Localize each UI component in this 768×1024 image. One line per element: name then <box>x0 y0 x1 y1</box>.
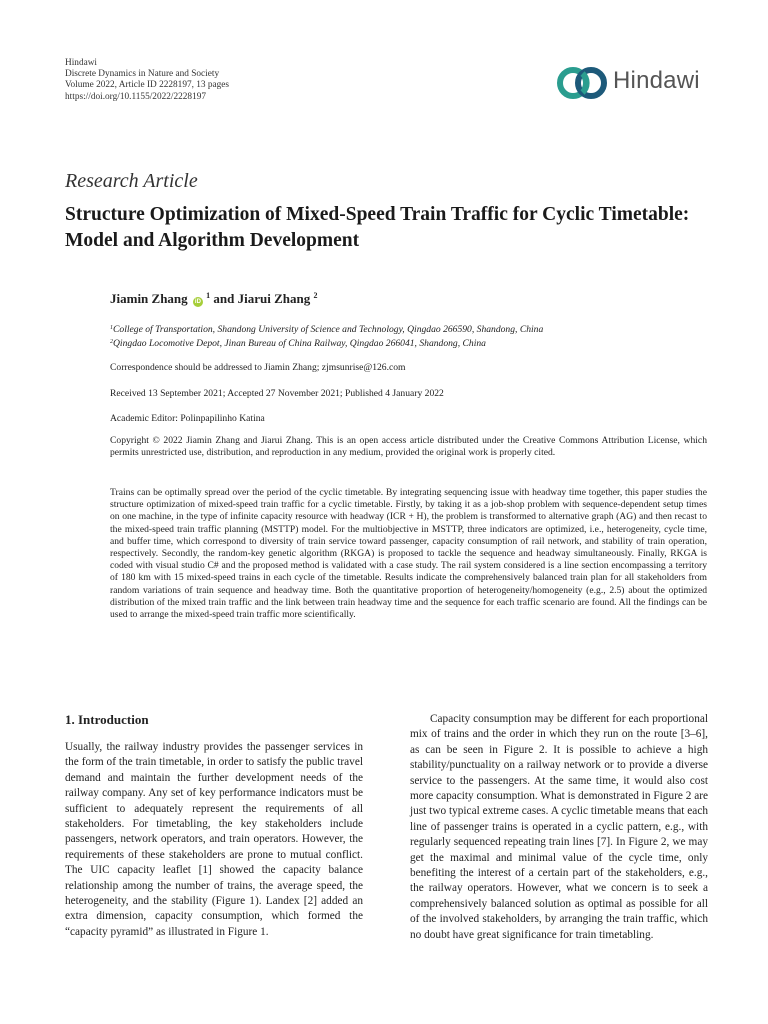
journal-name: Discrete Dynamics in Nature and Society <box>65 69 220 80</box>
affiliation-text: Qingdao Locomotive Depot, Jinan Bureau of China Railway, Qingdao 266041, Shandong, China <box>113 338 486 349</box>
author-affiliation-mark: 1 <box>206 291 211 300</box>
article-type: Research Article <box>65 170 198 192</box>
body-paragraph: Usually, the railway industry provides the passenger services in the form of the train timetable, in order to satisfy the public travel demand and maintain the further development needs of the railway company. Any set of key performance indicators must be sufficient to adequately represent the requirements of all stakeholders. For timetabling, the key stakeholders include passengers, network operators, and train operators. However, the requirements of these stakeholders are prone to mutual conflict. The UIC capacity leaflet [1] showed the capacity balance relationship among the number of trains, the average speed, the heterogeneity, and the stability (Figure 1). Landex [2] added an extra dimension, capacity consumption, which formed the “capacity pyramid” as illustrated in Figure 1. <box>65 741 363 938</box>
body-column-right <box>410 712 708 943</box>
affiliation-item <box>110 336 543 350</box>
hindawi-logo-text: Hindawi <box>613 67 700 94</box>
affiliations <box>110 322 543 350</box>
author-affiliation-mark: 2 <box>313 291 318 300</box>
correspondence: Correspondence should be addressed to Jiamin Zhang; zjmsunrise@126.com <box>110 362 406 373</box>
body-column-left <box>65 740 363 940</box>
academic-editor: Academic Editor: Polinpapilinho Katina <box>110 413 265 424</box>
body-paragraph: Capacity consumption may be different for each proportional mix of trains and the order in which they run on the route [3–6], as can be seen in Figure 2. It is possible to achieve a high stability/punctuality on a railway network or to provide a diverse service to the passengers. At the same time, it would also cost more capacity consumption. What is demonstrated in Figure 2 are just two typical extreme cases. A cyclic timetable means that each line of passenger trains is operated in a cyclic pattern, e.g., with regularly sequenced repeating train lines [7]. In Figure 2, we may get the maximal and minimal value of the cycle time, only benefiting the interest of a certain part of the stakeholders, e.g., the railway operators. However, what we concern is to seek a comprehensively balanced solution as optimal as possible for all of the involved stakeholders, by arranging the train traffic, which no doubt have great significance for train timetabling. <box>410 713 708 941</box>
author-joiner: and <box>213 291 235 306</box>
affiliation-mark: 1 <box>110 325 113 331</box>
publisher-name: Hindawi <box>65 58 98 68</box>
affiliation-item <box>110 322 543 336</box>
hindawi-logo <box>555 63 711 103</box>
volume-info: Volume 2022, Article ID 2228197, 13 pages <box>65 80 230 91</box>
copyright-notice: Copyright © 2022 Jiamin Zhang and Jiarui Zhang. This is an open access article distributed under the Creative Commons Attribution License, which permits unrestricted use, distribution, and reproduction in any medium, provided the original work is properly cited. <box>110 435 707 459</box>
author-name[interactable]: Jiarui Zhang <box>237 291 311 306</box>
orcid-icon[interactable]: iD <box>194 299 201 305</box>
abstract: Trains can be optimally spread over the period of the cyclic timetable. By integrating sequencing issue with headway time together, this paper studies the structure optimization of mixed-speed train traffic for a cyclic timetable. Firstly, by taking it as a job-shop problem with sequence-dependent setup times on one machine, in the type of infinite capacity resource with headway (ICR + H), the problem is transformed to alternative graph (AG) and then recast to the mixed-speed train traffic planning (MSTTP) model. For the multiobjective in MSTTP, three indicators are optimized, i.e., heterogeneity, cycle time, and buffer time, which correspond to diversity of train service toward passenger, capacity consumption of rail network, and stability of train operation, respectively. Secondly, the random-key genetic algorithm (RKGA) is proposed to tackle the sequence and headway simultaneously. Finally, RKGA is coded with visual studio C# and the proposed method is validated with a case study. The rail system considered is a line section encompassing a territory of 180 km with 15 mixed-speed trains in each cycle of the timetable. Results indicate the comprehensively balanced train plan for all stakeholders from random variations of train sequence and headway time. Both the quantitative proportion of heterogeneity/homogeneity (e.g., 2.5) about the optimized distribution of the mixed train traffic and the link between train headway time and the sequence for each traffic scenario are found. All the findings can be used to arrange the mixed-speed train traffic more scientifically. <box>110 487 707 621</box>
author-name[interactable]: Jiamin Zhang <box>110 291 188 306</box>
hindawi-logo-icon <box>555 63 611 103</box>
affiliation-mark: 2 <box>110 339 113 345</box>
section-heading: 1. Introduction <box>65 712 149 727</box>
author-list <box>110 291 318 307</box>
affiliation-text: College of Transportation, Shandong University of Science and Technology, Qingdao 266590, Shandong, China <box>113 324 544 335</box>
article-dates: Received 13 September 2021; Accepted 27 November 2021; Published 4 January 2022 <box>110 388 444 399</box>
journal-meta <box>65 58 229 103</box>
doi-link[interactable]: https://doi.org/10.1155/2022/2228197 <box>65 91 207 102</box>
article-title: Structure Optimization of Mixed-Speed Train Traffic for Cyclic Timetable: Model and Algorithm Development <box>65 204 690 251</box>
